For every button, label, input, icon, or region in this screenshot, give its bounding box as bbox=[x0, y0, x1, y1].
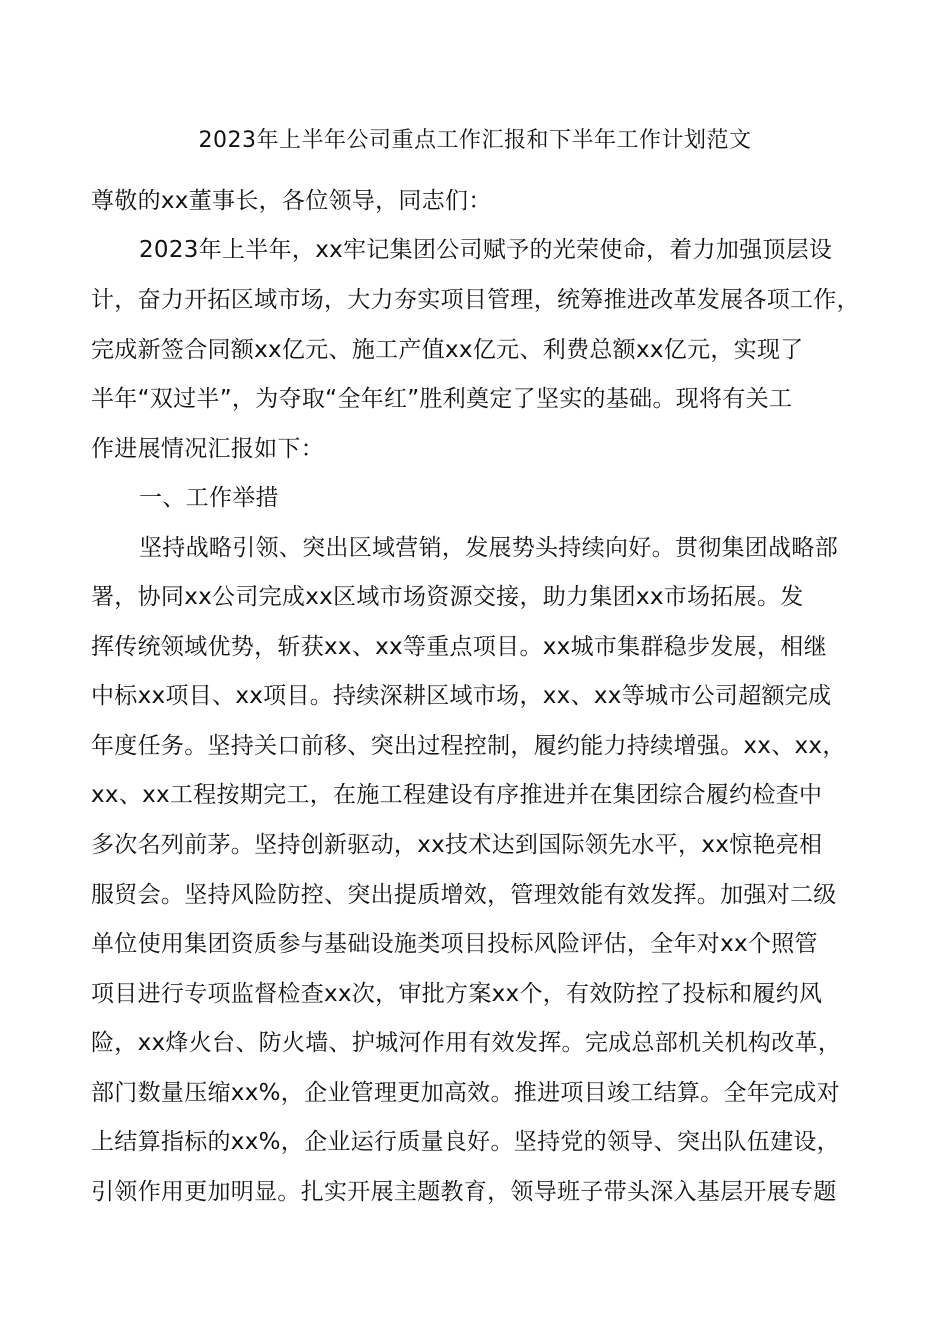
intro-line: 作进展情况汇报如下： bbox=[91, 436, 324, 462]
body-line: 挥传统领域优势，斩获xx、xx等重点项目。xx城市集群稳步发展，相继 bbox=[91, 634, 827, 660]
body-line: 项目进行专项监督检查xx次，审批方案xx个，有效防控了投标和履约风 bbox=[91, 981, 823, 1007]
salutation: 尊敬的xx董事长，各位领导，同志们： bbox=[91, 188, 492, 214]
intro-line: 半年“双过半”，为夺取“全年红”胜利奠定了坚实的基础。现将有关工 bbox=[91, 386, 793, 412]
body-line: 中标xx项目、xx项目。持续深耕区域市场，xx、xx等城市公司超额完成 bbox=[91, 683, 832, 709]
body-line: 引领作用更加明显。扎实开展主题教育，领导班子带头深入基层开展专题 bbox=[91, 1179, 837, 1205]
intro-line: 计，奋力开拓区域市场，大力夯实项目管理，统筹推进改革发展各项工作， bbox=[91, 287, 860, 313]
body-line: 多次名列前茅。坚持创新驱动，xx技术达到国际领先水平，xx惊艳亮相 bbox=[91, 832, 823, 858]
body-line: 服贸会。坚持风险防控、突出提质增效，管理效能有效发挥。加强对二级 bbox=[91, 882, 837, 908]
intro-line: 完成新签合同额xx亿元、施工产值xx亿元、利费总额xx亿元，实现了 bbox=[91, 337, 804, 363]
body-line: 上结算指标的xx%，企业运行质量良好。坚持党的领导、突出队伍建设， bbox=[91, 1129, 840, 1155]
body-line: 部门数量压缩xx%，企业管理更加高效。推进项目竣工结算。全年完成对 bbox=[91, 1080, 840, 1106]
body-line: 署，协同xx公司完成xx区域市场资源交接，助力集团xx市场拓展。发 bbox=[91, 584, 804, 610]
body-line: 年度任务。坚持关口前移、突出过程控制，履约能力持续增强。xx、xx， bbox=[91, 733, 846, 759]
body-line: 坚持战略引领、突出区域营销，发展势头持续向好。贯彻集团战略部 bbox=[139, 535, 838, 561]
intro-line: 2023年上半年，xx牢记集团公司赋予的光荣使命，着力加强顶层设 bbox=[139, 237, 833, 263]
body-line: 险，xx烽火台、防火墙、护城河作用有效发挥。完成总部机关机构改革， bbox=[91, 1030, 842, 1056]
body-line: 单位使用集团资质参与基础设施类项目投标风险评估，全年对xx个照管 bbox=[91, 931, 818, 957]
section-heading: 一、工作举措 bbox=[139, 485, 279, 511]
document-title: 2023年上半年公司重点工作汇报和下半年工作计划范文 bbox=[198, 128, 752, 153]
body-line: xx、xx工程按期完工，在施工程建设有序推进并在集团综合履约检查中 bbox=[91, 782, 823, 808]
